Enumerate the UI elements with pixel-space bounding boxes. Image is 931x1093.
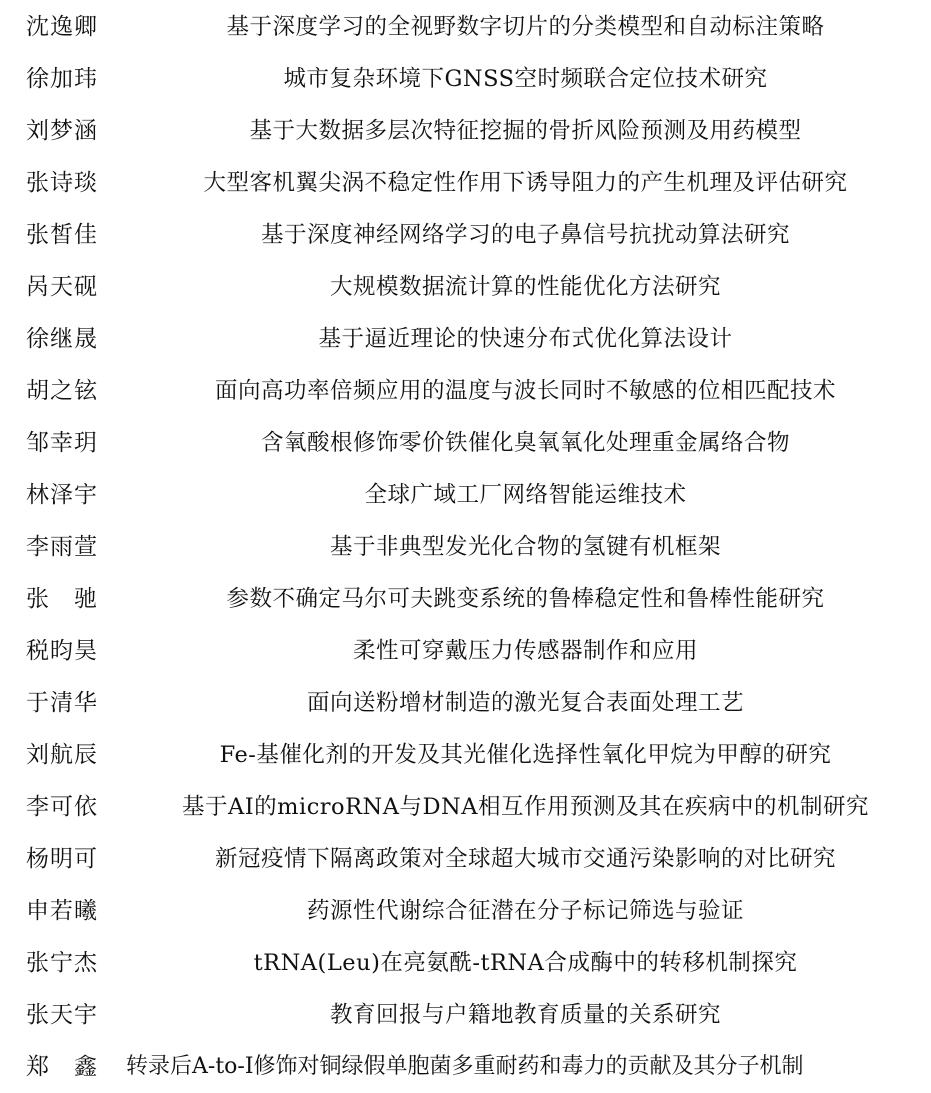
project-title: 基于AI的microRNA与DNA相互作用预测及其在疾病中的机制研究 (182, 794, 869, 820)
list-item (0, 1, 931, 53)
student-name: 胡之铉 (26, 378, 98, 404)
project-title: Fe-基催化剂的开发及其光催化选择性氧化甲烷为甲醇的研究 (219, 742, 832, 768)
student-name: 邹幸玥 (26, 430, 98, 456)
project-title: 全球广域工厂网络智能运维技术 (364, 482, 687, 508)
list-item (0, 521, 931, 573)
student-name: 张宁杰 (26, 950, 98, 976)
list-item (0, 989, 931, 1041)
project-title: 基于大数据多层次特征挖掘的骨折风险预测及用药模型 (249, 118, 802, 144)
list-item (0, 885, 931, 937)
list-item (0, 105, 931, 157)
project-title: 教育回报与户籍地教育质量的关系研究 (329, 1002, 721, 1028)
student-name: 徐继晟 (26, 326, 98, 352)
student-name: 沈逸卿 (26, 14, 98, 40)
list-item (0, 365, 931, 417)
project-title: 转录后A-to-I修饰对铜绿假单胞菌多重耐药和毒力的贡献及其分子机制 (126, 1054, 804, 1079)
list-item (0, 573, 931, 625)
student-name: 李雨萱 (26, 534, 98, 560)
list-item (0, 781, 931, 833)
list-item (0, 469, 931, 521)
project-title: 面向高功率倍频应用的温度与波长同时不敏感的位相匹配技术 (214, 378, 836, 404)
student-name: 张诗琰 (26, 170, 98, 196)
project-title: 基于深度学习的全视野数字切片的分类模型和自动标注策略 (226, 14, 825, 40)
student-name: 张皙佳 (26, 222, 98, 248)
student-name: 税昀昊 (26, 638, 98, 664)
student-name: 张天宇 (26, 1002, 98, 1028)
project-title: 柔性可穿戴压力传感器制作和应用 (352, 638, 698, 664)
project-title: 参数不确定马尔可夫跳变系统的鲁棒稳定性和鲁棒性能研究 (226, 586, 825, 612)
project-title: 大型客机翼尖涡不稳定性作用下诱导阻力的产生机理及评估研究 (203, 170, 848, 196)
project-title: 大规模数据流计算的性能优化方法研究 (329, 274, 721, 300)
list-item (0, 833, 931, 885)
student-name: 刘梦涵 (26, 118, 98, 144)
project-title: 基于非典型发光化合物的氢键有机框架 (329, 534, 721, 560)
project-title: 基于深度神经网络学习的电子鼻信号抗扰动算法研究 (260, 222, 790, 248)
student-name: 杨明可 (26, 846, 98, 872)
project-title: 基于逼近理论的快速分布式优化算法设计 (318, 326, 733, 352)
project-title: tRNA(Leu)在亮氨酰-tRNA合成酶中的转移机制探究 (253, 950, 798, 976)
list-item (0, 937, 931, 989)
student-name: 刘航辰 (26, 742, 98, 768)
list-item (0, 261, 931, 313)
student-name: 郑 鑫 (26, 1054, 98, 1080)
list-item (0, 157, 931, 209)
list-item (0, 417, 931, 469)
list-item (0, 625, 931, 677)
list-item (0, 677, 931, 729)
project-title: 药源性代谢综合征潜在分子标记筛选与验证 (306, 898, 744, 924)
list-item (0, 729, 931, 781)
student-name: 张 驰 (26, 586, 98, 612)
list-item (0, 209, 931, 261)
student-name: 申若曦 (26, 898, 98, 924)
project-title: 含氧酸根修饰零价铁催化臭氧氧化处理重金属络合物 (260, 430, 790, 456)
list-item (0, 313, 931, 365)
student-name: 于清华 (26, 690, 98, 716)
project-title: 城市复杂环境下GNSS空时频联合定位技术研究 (283, 66, 768, 92)
list-item (0, 53, 931, 105)
list-item (0, 1041, 931, 1093)
project-title: 新冠疫情下隔离政策对全球超大城市交通污染影响的对比研究 (214, 846, 836, 872)
student-name: 林泽宇 (26, 482, 98, 508)
student-name: 呙天砚 (26, 274, 98, 300)
student-name: 李可依 (26, 794, 98, 820)
project-title: 面向送粉增材制造的激光复合表面处理工艺 (306, 690, 744, 716)
student-name: 徐加玮 (26, 66, 98, 92)
